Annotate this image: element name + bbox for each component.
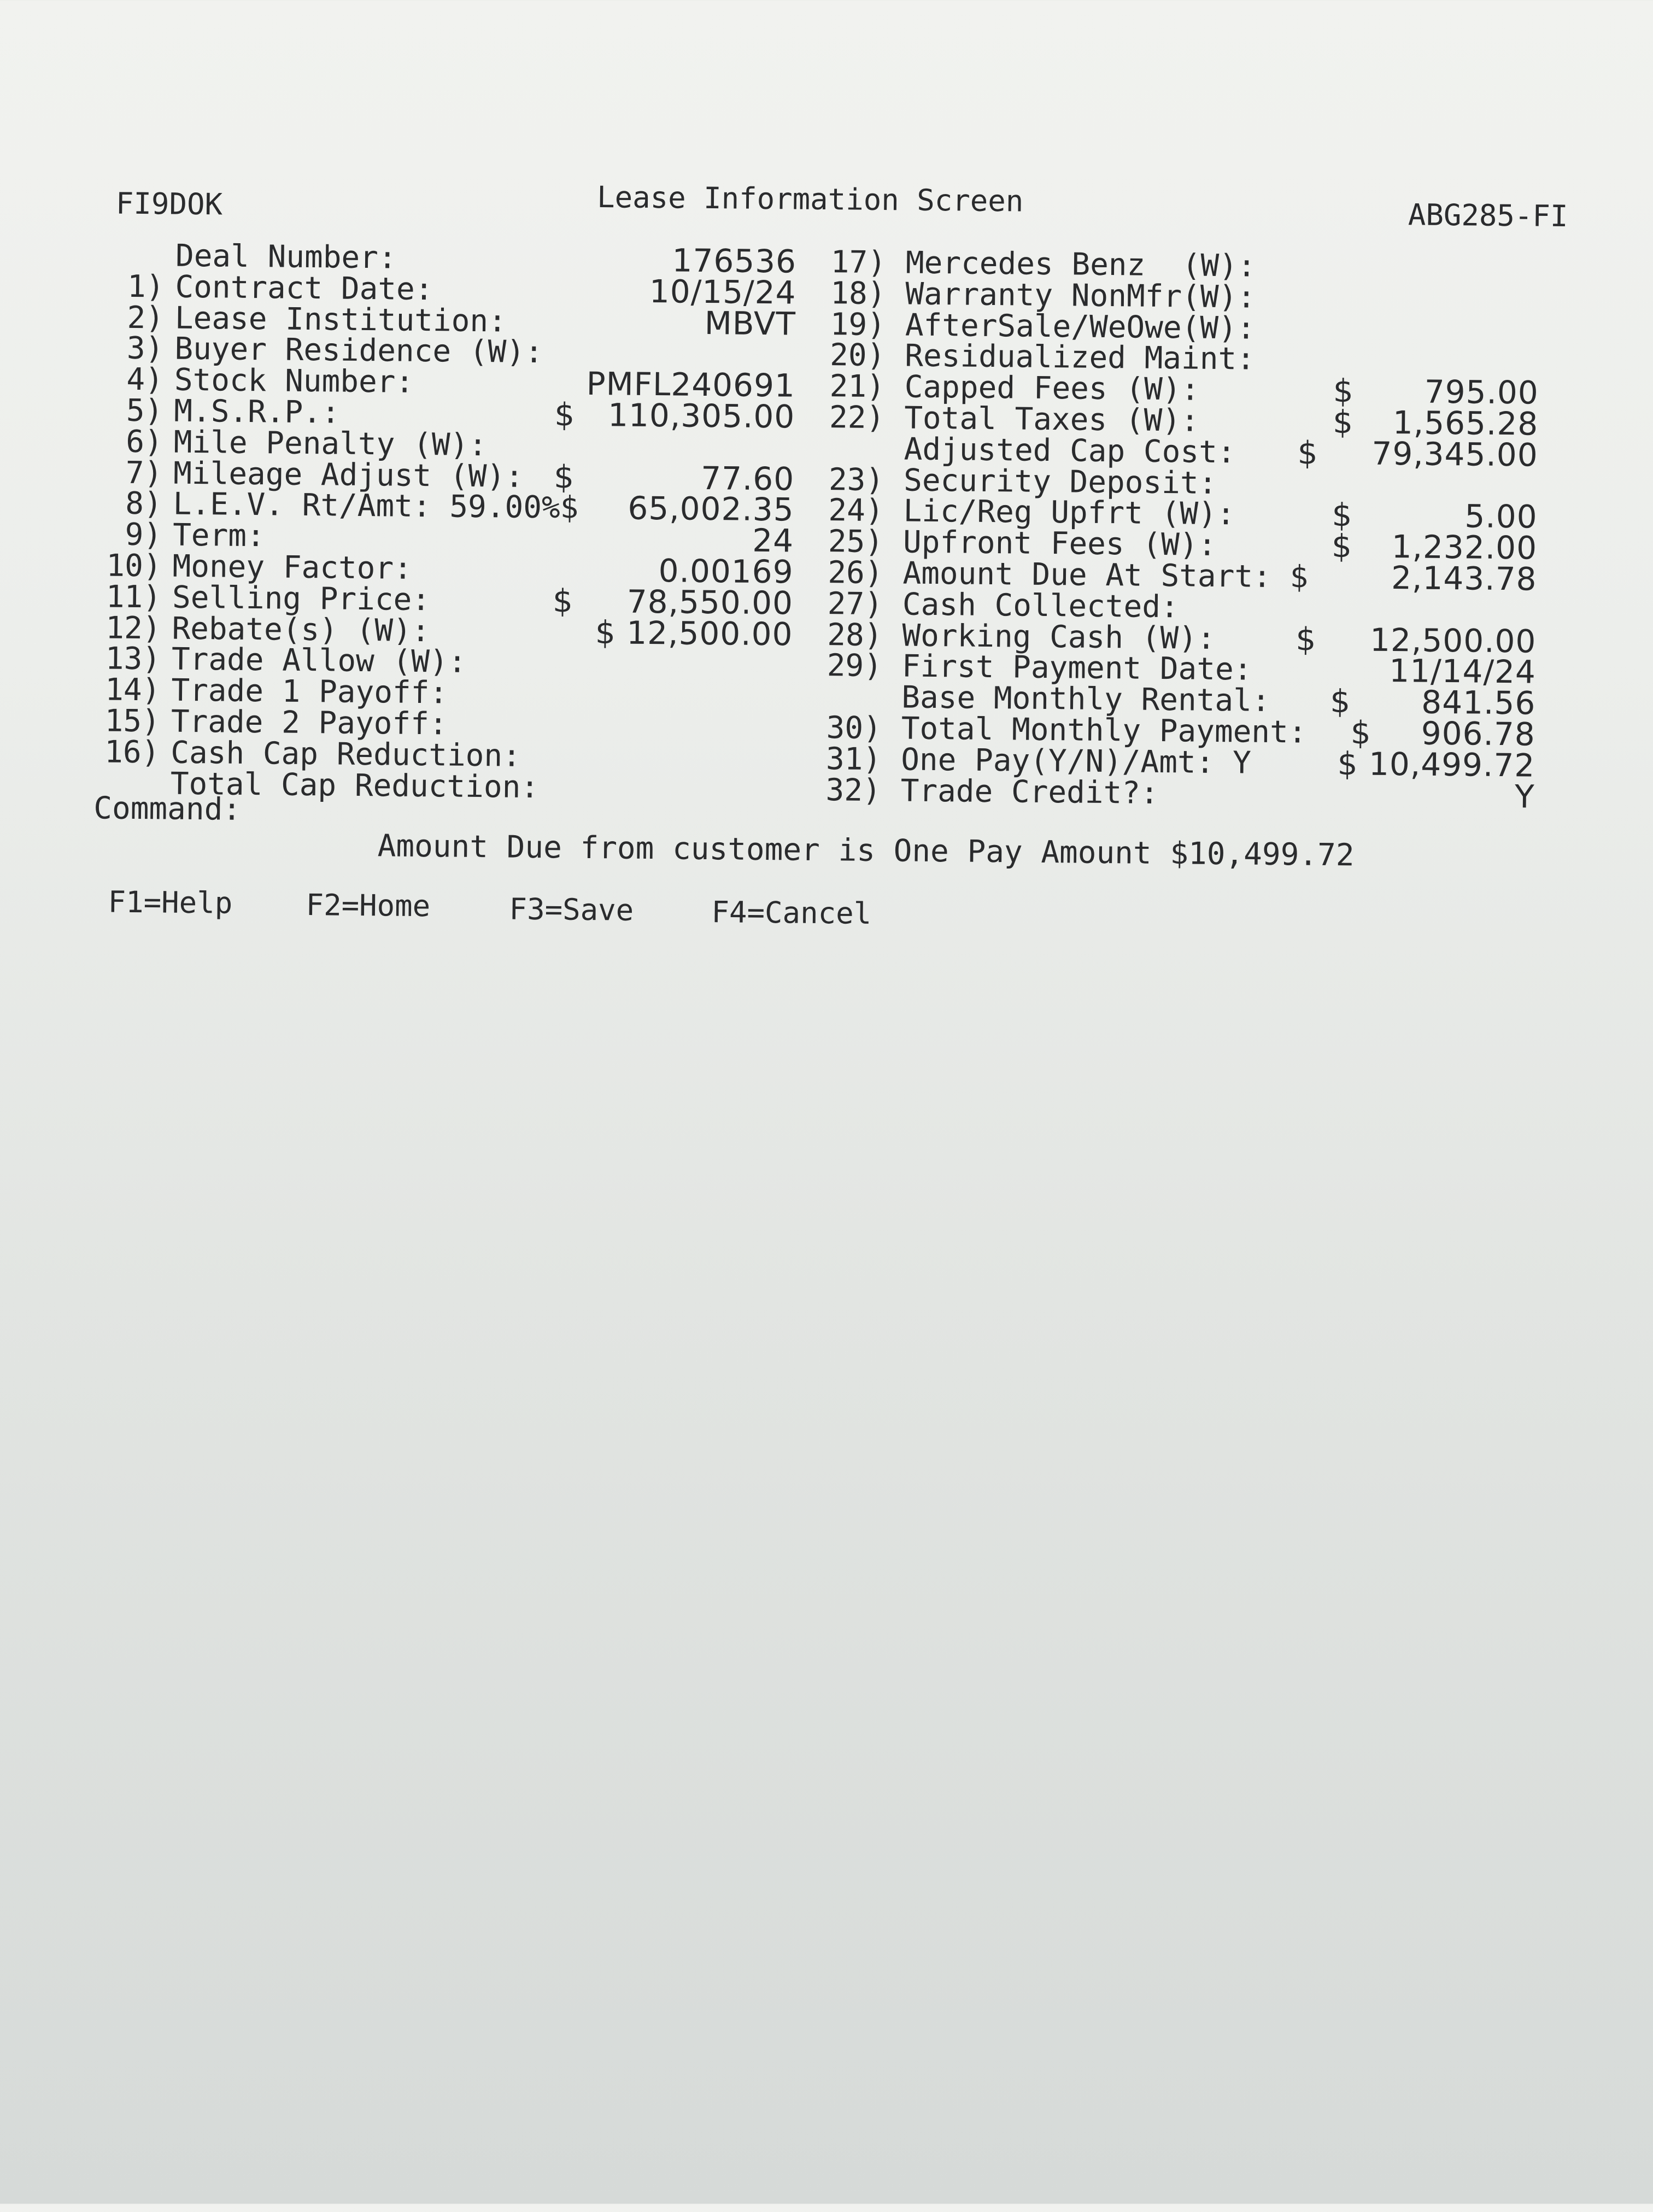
- right-field-value[interactable]: 11/14/24: [1389, 652, 1537, 691]
- left-field-number: 9): [125, 517, 162, 553]
- left-field-label: Selling Price:: [172, 579, 431, 618]
- left-field-label: Mileage Adjust (W):: [173, 455, 524, 495]
- left-field-value[interactable]: 24: [752, 521, 794, 560]
- right-field-value[interactable]: 12,500.00: [1369, 621, 1537, 660]
- right-field-value[interactable]: 1,232.00: [1391, 528, 1538, 567]
- left-field-number: 10): [106, 548, 162, 584]
- right-field-number: 28): [826, 617, 883, 654]
- left-field-label: Stock Number:: [174, 362, 414, 400]
- right-field-value[interactable]: 906.78: [1421, 714, 1536, 753]
- left-field-label: Deal Number:: [175, 238, 397, 276]
- right-field-number: 25): [828, 524, 884, 560]
- right-field-number: 32): [825, 772, 882, 809]
- currency-sign: $: [1350, 714, 1371, 752]
- right-field-number: 20): [829, 337, 886, 374]
- right-field-label: Capped Fees (W):: [904, 369, 1200, 408]
- currency-sign: $: [1297, 434, 1318, 472]
- right-field-label: Adjusted Cap Cost:: [904, 431, 1236, 471]
- left-field-number: 16): [104, 734, 160, 771]
- right-field-number: 17): [830, 244, 887, 281]
- command-prompt[interactable]: Command:: [93, 790, 242, 828]
- right-field-label: Residualized Maint:: [905, 338, 1256, 377]
- left-field-label: L.E.V. Rt/Amt: 59.00%$: [173, 486, 579, 526]
- left-field-label: Rebate(s) (W):: [172, 611, 430, 649]
- left-field-label: Contract Date:: [175, 269, 433, 308]
- currency-sign: $: [1332, 403, 1353, 441]
- right-field-label: Warranty NonMfr(W):: [905, 276, 1256, 315]
- right-field-label: Total Monthly Payment:: [901, 711, 1307, 750]
- right-field-value[interactable]: $ 10,499.72: [1337, 745, 1535, 784]
- right-field-number: 18): [830, 275, 886, 312]
- left-field-value[interactable]: 0.00169: [658, 552, 794, 591]
- right-field-label: AfterSale/WeOwe(W):: [905, 307, 1256, 347]
- right-field-number: 27): [827, 586, 883, 623]
- right-field-value[interactable]: Y: [1514, 778, 1535, 815]
- left-field-value[interactable]: 176536: [672, 242, 797, 280]
- right-field-label: Upfront Fees (W):: [902, 524, 1217, 563]
- left-field-label: Trade 2 Payoff:: [171, 703, 448, 742]
- right-field-label: Working Cash (W):: [902, 618, 1216, 656]
- right-field-label: Mercedes Benz (W):: [905, 245, 1256, 284]
- right-field-label: Base Monthly Rental:: [901, 679, 1270, 719]
- left-field-number: 15): [104, 703, 161, 740]
- currency-sign: $: [552, 582, 573, 620]
- right-field-number: 21): [829, 368, 886, 405]
- left-field-label: Cash Cap Reduction:: [171, 735, 521, 774]
- left-field-number: 2): [127, 300, 165, 336]
- right-field-number: 30): [826, 710, 882, 747]
- f2-home-key[interactable]: F2=Home: [306, 888, 431, 924]
- right-field-label: Trade Credit?:: [900, 773, 1159, 811]
- left-field-label: Lease Institution:: [174, 300, 507, 339]
- f1-help-key[interactable]: F1=Help: [108, 884, 233, 920]
- left-field-value[interactable]: 78,550.00: [626, 583, 794, 622]
- left-field-number: 12): [105, 610, 161, 647]
- currency-sign: $: [554, 396, 575, 433]
- currency-sign: $: [553, 458, 575, 496]
- left-field-label: Mile Penalty (W):: [173, 424, 488, 463]
- left-field-label: Term:: [172, 517, 266, 554]
- currency-sign: $: [1331, 527, 1352, 565]
- left-field-number: 7): [125, 455, 163, 491]
- right-field-value[interactable]: 5.00: [1464, 497, 1538, 536]
- left-field-value[interactable]: 65,002.35: [628, 489, 794, 529]
- screen-title: Lease Information Screen: [596, 180, 1024, 219]
- left-field-label: Total Cap Reduction:: [170, 766, 540, 806]
- right-field-value[interactable]: 2,143.78: [1391, 559, 1537, 598]
- right-field-value[interactable]: 1,565.28: [1392, 404, 1539, 443]
- left-field-number: 13): [105, 641, 161, 677]
- left-field-number: 6): [126, 424, 163, 460]
- right-field-label: One Pay(Y/N)/Amt: Y: [900, 742, 1252, 781]
- left-field-value[interactable]: 10/15/24: [649, 272, 796, 312]
- right-field-number: 19): [830, 307, 886, 343]
- left-field-number: 3): [126, 330, 164, 367]
- currency-sign: $: [1330, 682, 1351, 720]
- right-field-label: Lic/Reg Upfrt (W):: [903, 493, 1235, 532]
- left-field-number: 8): [125, 485, 163, 522]
- left-field-value[interactable]: MBVT: [704, 304, 796, 343]
- left-field-number: 14): [104, 672, 161, 708]
- currency-sign: $: [1296, 620, 1316, 658]
- right-field-value[interactable]: 795.00: [1424, 373, 1539, 412]
- status-message: Amount Due from customer is One Pay Amount $10,499.72: [377, 828, 1355, 873]
- left-field-value[interactable]: 77.60: [700, 459, 795, 498]
- right-field-label: Total Taxes (W):: [904, 400, 1199, 439]
- left-field-value[interactable]: $ 12,500.00: [595, 614, 793, 653]
- screen-id: FI9DOK: [115, 186, 223, 222]
- program-id: ABG285-FI: [1408, 197, 1568, 234]
- right-field-number: 26): [828, 555, 883, 591]
- left-field-label: Trade Allow (W):: [171, 641, 467, 680]
- right-field-number: 31): [825, 741, 882, 778]
- right-field-value[interactable]: 79,345.00: [1371, 435, 1538, 474]
- left-field-number: 4): [126, 361, 164, 398]
- right-field-label: Amount Due At Start: $: [902, 555, 1309, 595]
- currency-sign: $: [1333, 372, 1354, 410]
- left-field-number: 11): [105, 579, 162, 615]
- left-field-number: 5): [126, 392, 163, 429]
- right-field-number: 22): [829, 400, 885, 436]
- currency-sign: $: [1332, 496, 1352, 534]
- right-field-label: Security Deposit:: [903, 462, 1217, 501]
- right-field-number: 29): [826, 648, 883, 684]
- left-field-label: Money Factor:: [172, 548, 413, 586]
- right-field-number: 24): [828, 492, 884, 529]
- left-field-label: M.S.R.P.:: [174, 393, 341, 431]
- f3-save-key[interactable]: F3=Save: [509, 891, 634, 928]
- left-field-label: Trade 1 Payoff:: [171, 672, 448, 711]
- right-field-label: Cash Collected:: [902, 586, 1180, 625]
- right-field-value[interactable]: 841.56: [1421, 683, 1536, 722]
- right-field-number: 23): [828, 462, 884, 498]
- left-field-value[interactable]: 110,305.00: [607, 396, 795, 436]
- left-field-value[interactable]: PMFL240691: [586, 365, 796, 404]
- left-field-number: 1): [127, 268, 165, 305]
- f4-cancel-key[interactable]: F4=Cancel: [711, 895, 872, 931]
- left-field-label: Buyer Residence (W):: [174, 331, 543, 371]
- right-field-label: First Payment Date:: [901, 648, 1252, 688]
